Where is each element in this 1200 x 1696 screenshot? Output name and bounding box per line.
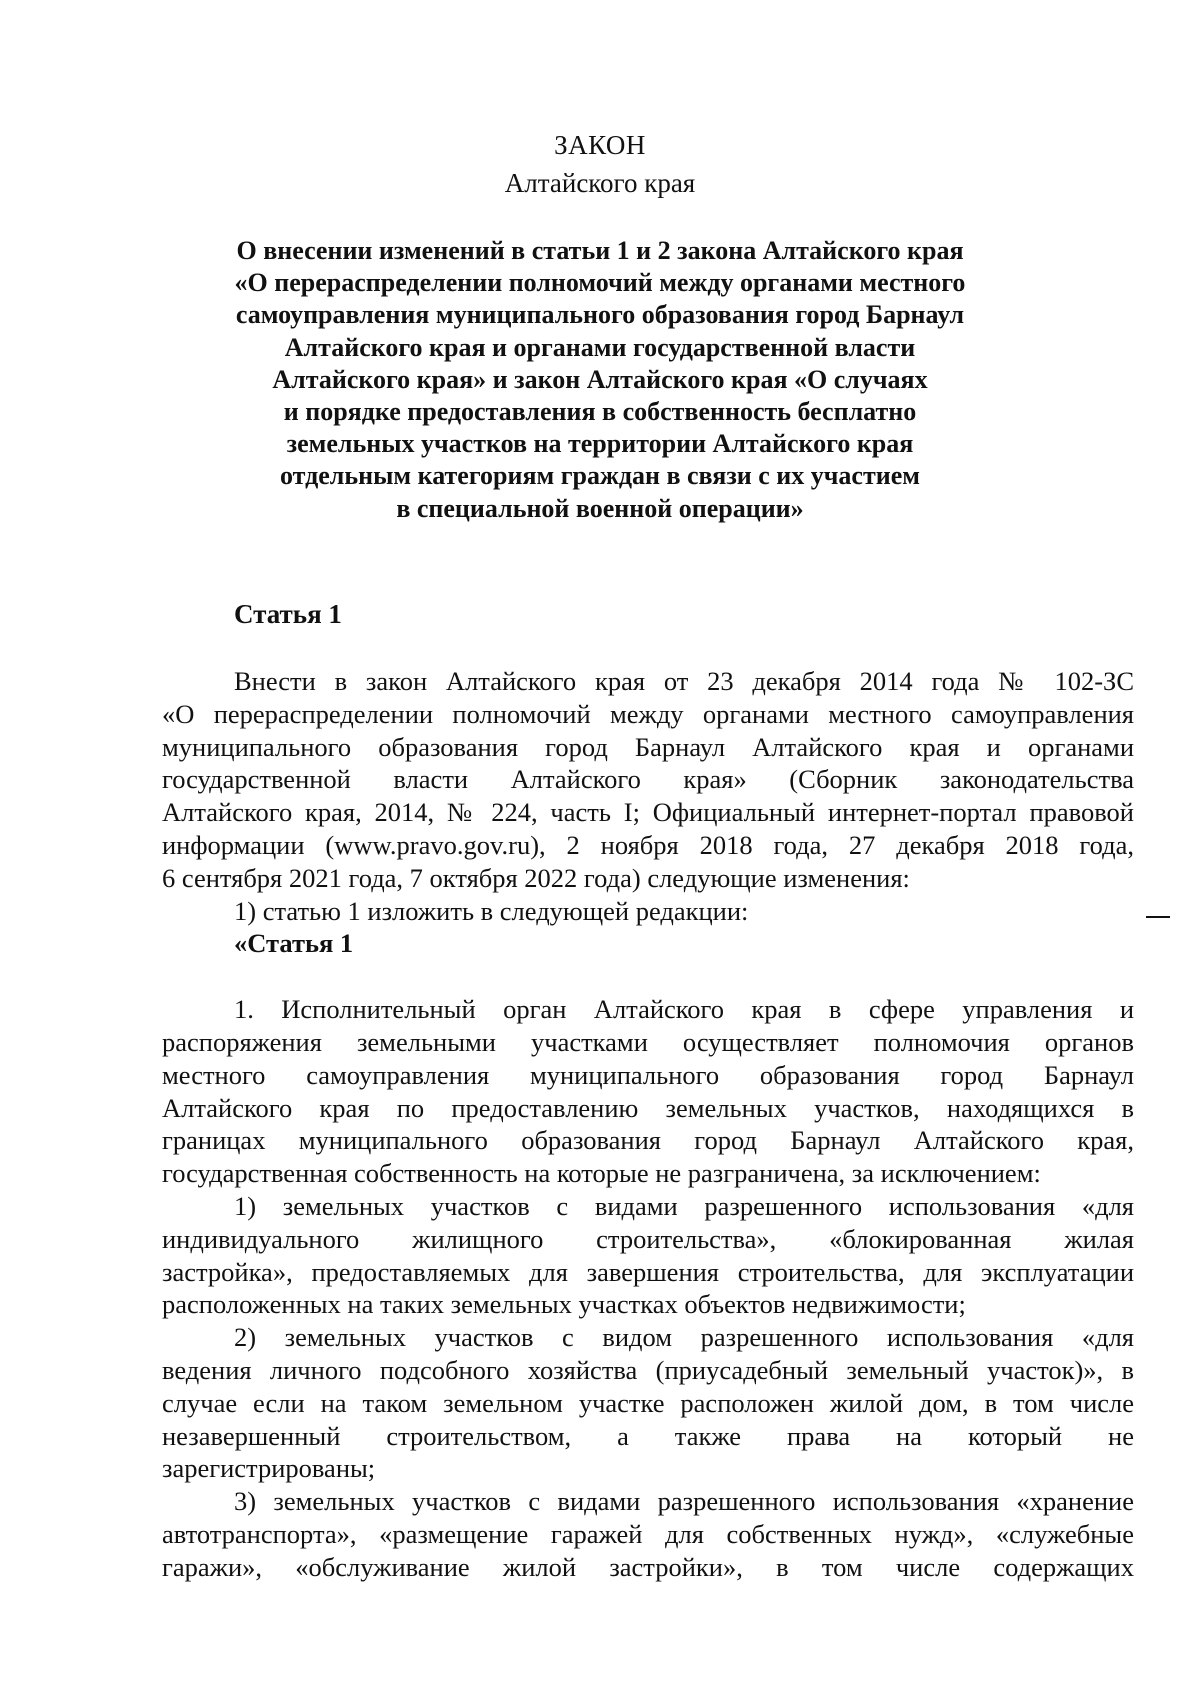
text-line: Алтайского края по предоставлению земельных участков, находящихся в	[162, 1092, 1134, 1123]
heading-line: земельных участков на территории Алтайского края	[286, 429, 914, 459]
law-subtitle: Алтайского края	[504, 168, 696, 198]
heading-line: и порядке предоставления в собственность бесплатно	[283, 397, 917, 427]
margin-dash-mark	[1146, 916, 1170, 918]
text-line: местного самоуправления муниципального образования город Барнаул	[162, 1059, 1134, 1090]
text-line: 3) земельных участков с видами разрешенного использования «хранение	[234, 1486, 1134, 1517]
text-line: распоряжения земельными участками осуществляет полномочия органов	[162, 1026, 1134, 1057]
text-line: Алтайского края, 2014, № 224, часть I; Официальный интернет-портал правовой	[162, 797, 1134, 828]
text-line: 1. Исполнительный орган Алтайского края в сфере управления и	[234, 994, 1134, 1025]
text-line: государственной власти Алтайского края» (Сборник законодательства	[162, 764, 1134, 795]
heading-line: самоуправления муниципального образования город Барнаул	[235, 300, 965, 330]
text-line: Внести в закон Алтайского края от 23 декабря 2014 года № 102-ЗС	[234, 666, 1134, 696]
text-line: расположенных на таких земельных участках объектов недвижимости;	[162, 1289, 966, 1320]
article-body	[162, 665, 1134, 1584]
article-title: Статья 1	[234, 599, 342, 629]
law-title: ЗАКОН	[554, 130, 646, 160]
law-heading	[0, 235, 1200, 525]
heading-line: Алтайского края» и закон Алтайского края «О случаях	[272, 364, 928, 394]
amendment-item: 1) статью 1 изложить в следующей редакции:	[234, 895, 749, 926]
text-line: автотранспорта», «размещение гаражей для собственных нужд», «служебные	[162, 1518, 1134, 1549]
text-line: информации (www.pravo.gov.ru), 2 ноября 2018 года, 27 декабря 2018 года,	[162, 829, 1134, 860]
heading-line: в специальной военной операции»	[396, 493, 804, 523]
heading-line: О внесении изменений в статьи 1 и 2 закона Алтайского края	[236, 236, 964, 265]
text-line: «О перераспределении полномочий между органами местного самоуправления	[162, 698, 1134, 729]
text-line: 1) земельных участков с видами разрешенного использования «для	[234, 1190, 1134, 1221]
text-line: гаражи», «обслуживание жилой застройки», в том числе содержащих	[162, 1551, 1134, 1582]
text-line: муниципального образования город Барнаул Алтайского края и органами	[162, 731, 1134, 762]
heading-line: Алтайского края и органами государственной власти	[284, 332, 916, 362]
text-line: 2) земельных участков с видом разрешенного использования «для	[234, 1322, 1134, 1353]
quoted-article-title: «Статья 1	[234, 928, 354, 959]
text-line: ведения личного подсобного хозяйства (приусадебный земельный участок)», в	[162, 1354, 1134, 1385]
text-line: границах муниципального образования город Барнаул Алтайского края,	[162, 1125, 1134, 1156]
text-line: 6 сентября 2021 года, 7 октября 2022 года) следующие изменения:	[162, 862, 910, 893]
spacer	[162, 960, 1134, 993]
heading-line: «О перераспределении полномочий между органами местного	[234, 268, 966, 298]
text-line: застройка», предоставляемых для завершения строительства, для эксплуатации	[162, 1256, 1134, 1287]
text-line: государственная собственность на которые не разграничена, за исключением:	[162, 1158, 1041, 1189]
heading-line: отдельным категориям граждан в связи с их участием	[280, 461, 920, 491]
text-line: зарегистрированы;	[162, 1453, 376, 1484]
text-line: случае если на таком земельном участке расположен жилой дом, в том числе	[162, 1387, 1134, 1418]
text-line: незавершенный строительством, а также права на который не	[162, 1420, 1134, 1451]
text-line: индивидуального жилищного строительства», «блокированная жилая	[162, 1223, 1134, 1254]
